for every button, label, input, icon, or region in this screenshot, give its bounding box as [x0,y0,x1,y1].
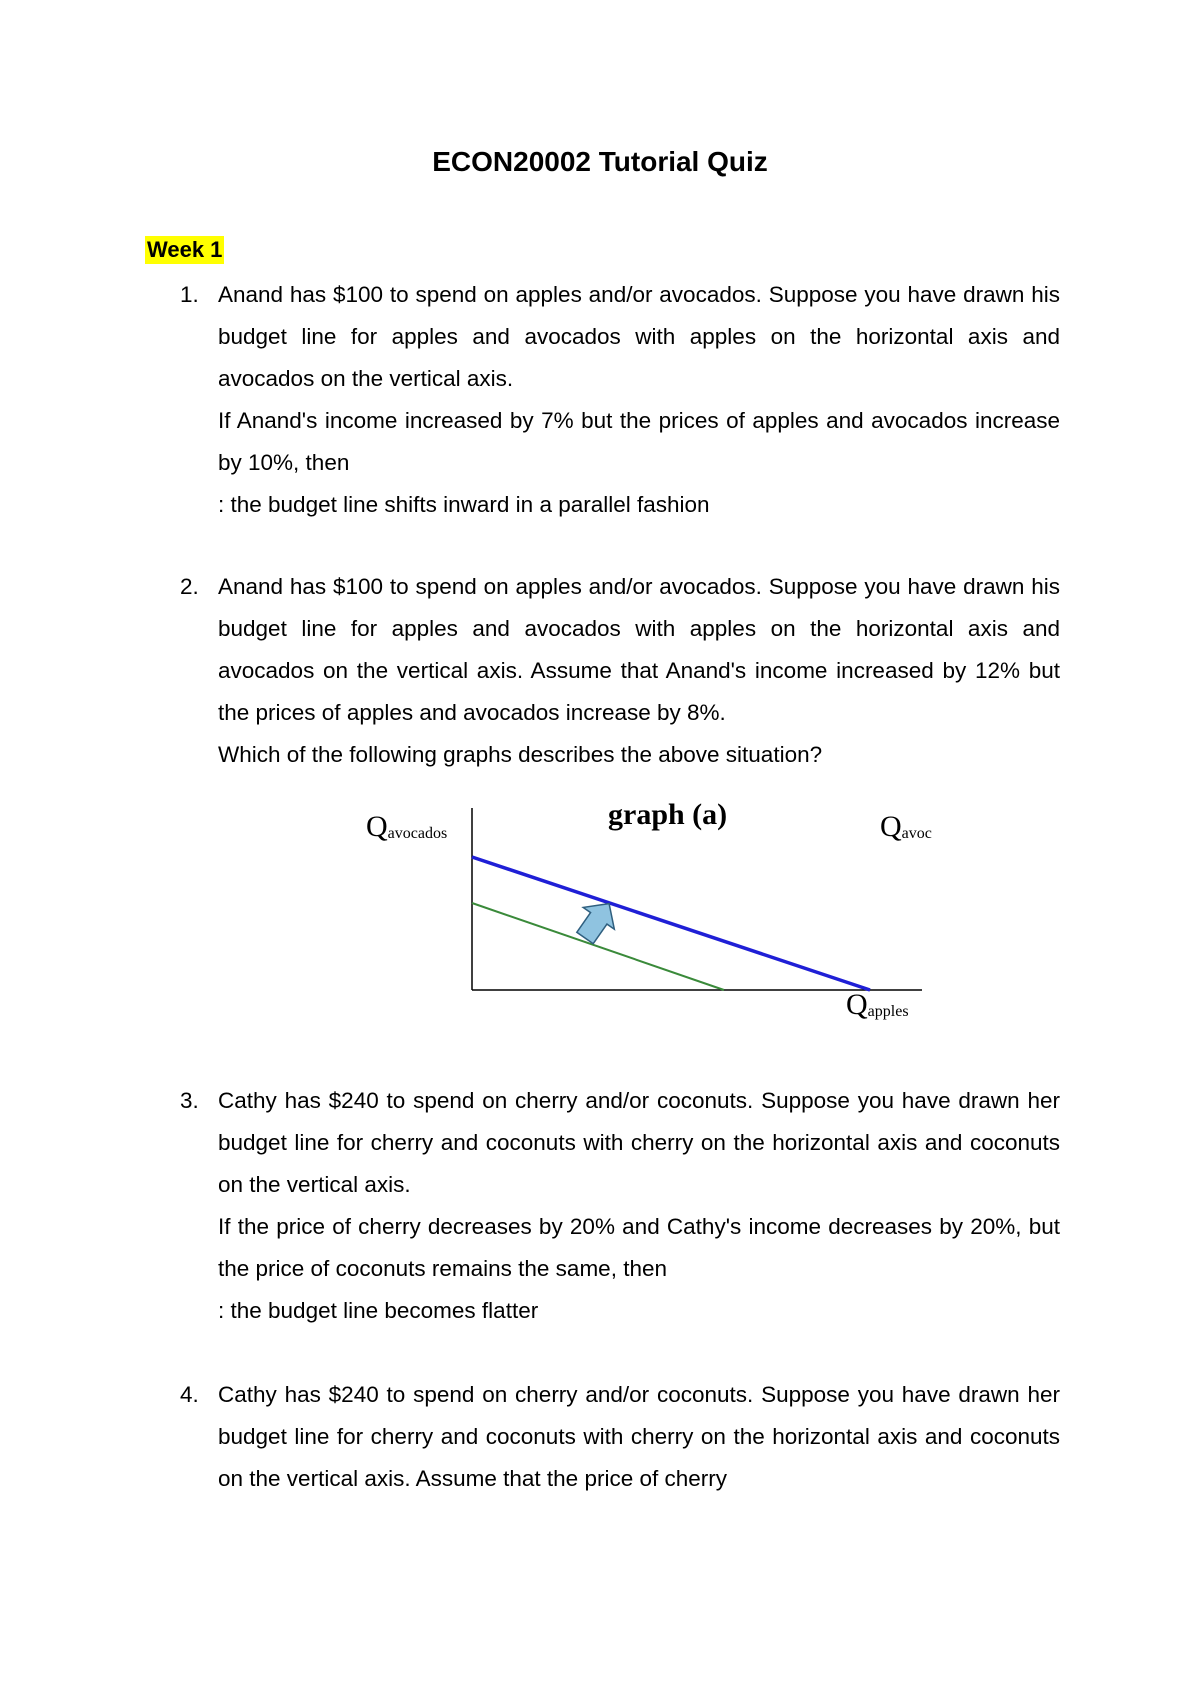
question-3-text: Cathy has $240 to spend on cherry and/or coconuts. Suppose you have drawn her budget line for cherry and coconuts with cherry on the horizontal axis and coconuts on the vertical axis. [218,1088,1060,1197]
y-axis-label: Qavocados [366,810,448,843]
question-2-text: Anand has $100 to spend on apples and/or avocados. Suppose you have drawn his budget line for apples and avocados with apples on the horizontal axis and avocados on the vertical axis. Assume that Anand's income increased by 12% but the prices of apples and avocados increase by 8%. [218,574,1060,725]
question-1 [218,274,1060,526]
question-4-number: 4. [180,1382,199,1407]
question-3-number: 3. [180,1088,199,1113]
x-axis-label: Qapples [846,988,909,1021]
question-3-answer: : the budget line becomes flatter [218,1298,539,1323]
week-label: Week 1 [147,237,223,262]
budget-line-graph [360,800,950,1030]
question-1-text: Anand has $100 to spend on apples and/or avocados. Suppose you have drawn his budget line for apples and avocados with apples on the horizontal axis and avocados on the vertical axis. [218,282,1060,391]
question-3-condition: If the price of cherry decreases by 20% and Cathy's income decreases by 20%, but the price of coconuts remains the same, then [218,1214,1060,1281]
graph-title: graph (a) [608,800,728,831]
question-1-condition: If Anand's income increased by 7% but the prices of apples and avocados increase by 10%, then [218,408,1060,475]
question-4 [218,1374,1060,1500]
right-axis-label: Qavoc [880,810,932,843]
page-title: ECON20002 Tutorial Quiz [432,146,768,177]
question-4-text: Cathy has $240 to spend on cherry and/or coconuts. Suppose you have drawn her budget line for cherry and coconuts with cherry on the horizontal axis and coconuts on the vertical axis. Assume that the price of cherry [218,1382,1060,1491]
question-1-number: 1. [180,282,199,307]
question-2-number: 2. [180,574,199,599]
question-2-prompt: Which of the following graphs describes the above situation? [218,742,823,767]
question-3 [218,1080,1060,1332]
question-1-answer: : the budget line shifts inward in a parallel fashion [218,492,710,517]
question-2 [218,566,1060,776]
